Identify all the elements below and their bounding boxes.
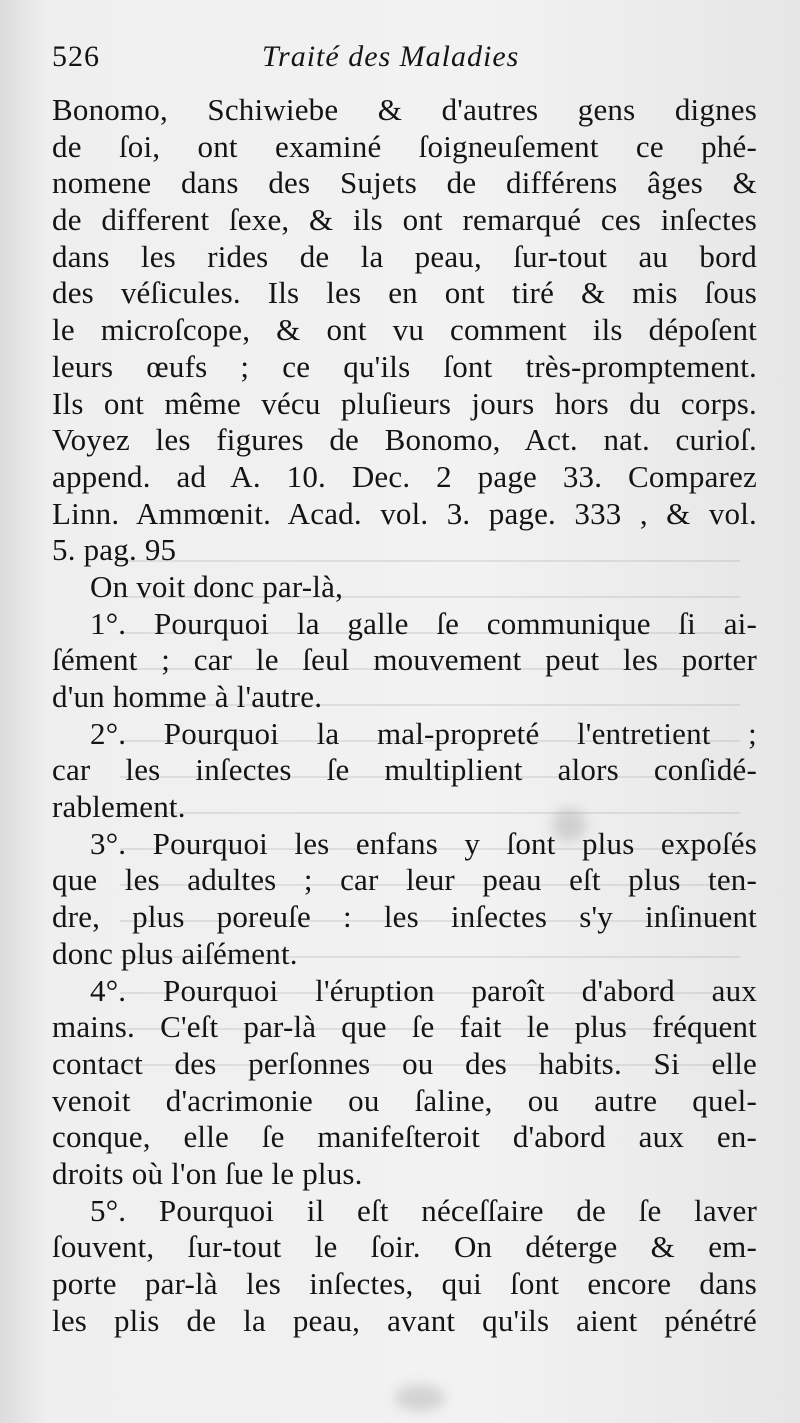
text-line: donc plus aiſément. xyxy=(52,935,298,971)
text-line: mains. C'eſt par-là que ſe fait le plus fréquent xyxy=(52,1009,757,1045)
text-line: leurs œufs ; ce qu'ils ſont très-promptement. xyxy=(52,348,757,384)
text-line: 2°. Pourquoi la mal-propreté l'entretient ; xyxy=(90,715,757,751)
text-line: On voit donc par-là, xyxy=(90,568,344,604)
text-line: 5. pag. 95 xyxy=(52,532,177,568)
text-line: que les adultes ; car leur peau eſt plus ten- xyxy=(52,862,757,898)
text-line: car les inſectes ſe multiplient alors conſidé- xyxy=(52,752,757,788)
text-line: venoit d'acrimonie ou ſaline, ou autre quel- xyxy=(52,1082,757,1118)
text-line: rablement. xyxy=(52,789,186,825)
text-line: Voyez les figures de Bonomo, Act. nat. curioſ. xyxy=(52,422,757,458)
text-line: conque, elle ſe manifeſteroit d'abord aux en- xyxy=(52,1119,757,1155)
page-header xyxy=(52,40,752,84)
text-line: droits où l'on ſue le plus. xyxy=(52,1155,363,1191)
text-line: Ils ont même vécu pluſieurs jours hors du corps. xyxy=(52,385,757,421)
text-line: append. ad A. 10. Dec. 2 page 33. Comparez xyxy=(52,458,757,494)
text-line: Linn. Ammœnit. Acad. vol. 3. page. 333 , & vol. xyxy=(52,495,757,531)
ink-smudge xyxy=(395,1385,445,1411)
text-line: des véſicules. Ils les en ont tiré & mis ſous xyxy=(52,275,757,311)
text-line: d'un homme à l'autre. xyxy=(52,679,323,714)
text-line: ſément ; car le ſeul mouvement peut les porter xyxy=(52,642,757,678)
text-line: de different ſexe, & ils ont remarqué ces inſectes xyxy=(52,202,757,238)
text-line: Bonomo, Schiwiebe & d'autres gens dignes xyxy=(52,92,757,127)
text-line: 5°. Pourquoi il eſt néceſſaire de ſe laver xyxy=(90,1192,757,1228)
text-line: les plis de la peau, avant qu'ils aient pénétré xyxy=(52,1302,757,1338)
text-line: 4°. Pourquoi l'éruption paroît d'abord aux xyxy=(90,972,757,1008)
text-line: 1°. Pourquoi la galle ſe communique ſi ai- xyxy=(90,605,757,641)
text-line: 3°. Pourquoi les enfans y ſont plus expoſés xyxy=(90,825,757,861)
text-line: le microſcope, & ont vu comment ils dépoſent xyxy=(52,312,757,348)
text-line: contact des perſonnes ou des habits. Si elle xyxy=(52,1045,757,1081)
running-title: Traité des Maladies xyxy=(262,40,520,73)
text-line: nomene dans des Sujets de différens âges & xyxy=(52,165,757,201)
text-line: ſouvent, ſur-tout le ſoir. On déterge & em- xyxy=(52,1229,757,1265)
text-line: porte par-là les inſectes, qui ſont encore dans xyxy=(52,1266,757,1301)
page-number: 526 xyxy=(52,40,100,73)
text-line: de ſoi, ont examiné ſoigneuſement ce phé- xyxy=(52,128,757,164)
text-line: dans les rides de la peau, ſur-tout au bord xyxy=(52,238,757,274)
text-line: dre, plus poreuſe : les inſectes s'y inſinuent xyxy=(52,899,757,935)
body-text xyxy=(52,92,757,1339)
